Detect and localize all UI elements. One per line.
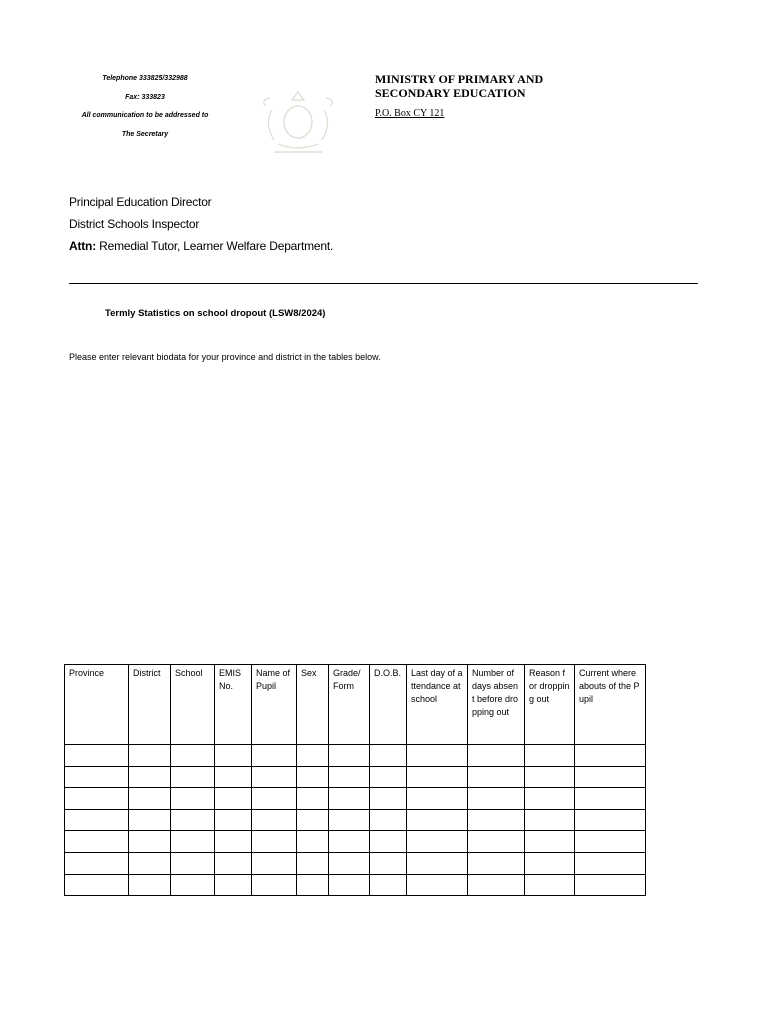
table-row: [65, 788, 646, 810]
contact-telephone: Telephone 333825/332988: [102, 75, 188, 82]
table-cell[interactable]: [407, 766, 468, 788]
table-cell[interactable]: [215, 809, 252, 831]
table-cell[interactable]: [370, 809, 407, 831]
po-box: P.O. Box CY 121: [375, 108, 445, 119]
table-cell[interactable]: [215, 874, 252, 896]
table-cell[interactable]: [129, 788, 171, 810]
table-cell[interactable]: [575, 766, 646, 788]
contact-block: [74, 70, 216, 144]
table-cell[interactable]: [407, 831, 468, 853]
table-cell[interactable]: [407, 852, 468, 874]
table-cell[interactable]: [252, 809, 297, 831]
table-cell[interactable]: [329, 766, 370, 788]
header-province: Province: [65, 665, 129, 745]
table-cell[interactable]: [297, 745, 329, 767]
table-cell[interactable]: [329, 788, 370, 810]
ministry-title: [375, 72, 543, 100]
header-grade: Grade/ Form: [329, 665, 370, 745]
table-cell[interactable]: [129, 852, 171, 874]
header-whereabouts: Current whereabouts of the Pupil: [575, 665, 646, 745]
table-row: [65, 852, 646, 874]
table-cell[interactable]: [215, 788, 252, 810]
table-cell[interactable]: [252, 766, 297, 788]
table-cell[interactable]: [171, 766, 215, 788]
table-cell[interactable]: [370, 852, 407, 874]
contact-fax: Fax: 333823: [125, 93, 165, 101]
table-cell[interactable]: [575, 874, 646, 896]
subject-heading: Termly Statistics on school dropout (LSW8/2024): [105, 308, 326, 319]
header-name: Name of Pupil: [252, 665, 297, 745]
table-cell[interactable]: [129, 809, 171, 831]
table-cell[interactable]: [468, 831, 525, 853]
table-cell[interactable]: [252, 745, 297, 767]
table-cell[interactable]: [129, 745, 171, 767]
table-cell[interactable]: [171, 852, 215, 874]
table-cell[interactable]: [575, 745, 646, 767]
header-reason: Reason for dropping out: [525, 665, 575, 745]
table-row: [65, 831, 646, 853]
coat-of-arms-icon: [252, 88, 344, 162]
table-cell[interactable]: [329, 831, 370, 853]
table-cell[interactable]: [370, 874, 407, 896]
table-cell[interactable]: [370, 831, 407, 853]
table-cell[interactable]: [407, 745, 468, 767]
attention-text: Remedial Tutor, Learner Welfare Department.: [96, 239, 334, 253]
table-row: [65, 809, 646, 831]
table-cell[interactable]: [468, 874, 525, 896]
addressee-inspector: District Schools Inspector: [69, 217, 200, 231]
table-cell[interactable]: [252, 874, 297, 896]
table-cell[interactable]: [525, 788, 575, 810]
addressee-director: Principal Education Director: [69, 195, 212, 209]
table-cell[interactable]: [215, 766, 252, 788]
table-cell[interactable]: [129, 874, 171, 896]
table-cell[interactable]: [297, 766, 329, 788]
table-cell[interactable]: [329, 852, 370, 874]
table-cell[interactable]: [65, 874, 129, 896]
dropout-table: [64, 664, 646, 896]
header-sex: Sex: [297, 665, 329, 745]
table-cell[interactable]: [525, 852, 575, 874]
table-cell[interactable]: [329, 874, 370, 896]
table-cell[interactable]: [468, 788, 525, 810]
table-cell[interactable]: [65, 788, 129, 810]
table-cell[interactable]: [575, 831, 646, 853]
table-cell[interactable]: [171, 831, 215, 853]
table-cell[interactable]: [468, 852, 525, 874]
table-cell[interactable]: [252, 852, 297, 874]
table-cell[interactable]: [252, 831, 297, 853]
header-dob: D.O.B.: [370, 665, 407, 745]
table-cell[interactable]: [252, 788, 297, 810]
header-district: District: [129, 665, 171, 745]
table-cell[interactable]: [525, 766, 575, 788]
table-cell[interactable]: [407, 874, 468, 896]
table-row: [65, 766, 646, 788]
contact-secretary: The Secretary: [121, 130, 169, 138]
table-cell[interactable]: [525, 809, 575, 831]
divider-line: [69, 283, 698, 284]
table-cell[interactable]: [297, 874, 329, 896]
table-cell[interactable]: [407, 809, 468, 831]
table-body: [65, 745, 646, 896]
table-row: [65, 745, 646, 767]
table-cell[interactable]: [370, 766, 407, 788]
table-cell[interactable]: [65, 766, 129, 788]
header-emis: EMIS No.: [215, 665, 252, 745]
header-school: School: [171, 665, 215, 745]
table-cell[interactable]: [65, 745, 129, 767]
table-cell[interactable]: [215, 831, 252, 853]
table-row: [65, 874, 646, 896]
table-cell[interactable]: [575, 852, 646, 874]
table-cell[interactable]: [525, 874, 575, 896]
table-cell[interactable]: [468, 809, 525, 831]
table-cell[interactable]: [329, 745, 370, 767]
table-cell[interactable]: [297, 831, 329, 853]
table-header-row: [65, 665, 646, 745]
table-cell[interactable]: [297, 852, 329, 874]
table-cell[interactable]: [370, 745, 407, 767]
table-cell[interactable]: [407, 788, 468, 810]
table-cell[interactable]: [468, 745, 525, 767]
table-cell[interactable]: [171, 809, 215, 831]
instruction-text: Please enter relevant biodata for your province and district in the tables below.: [69, 352, 381, 362]
table-cell[interactable]: [329, 809, 370, 831]
table-cell[interactable]: [171, 745, 215, 767]
table-cell[interactable]: [575, 809, 646, 831]
table-cell[interactable]: [65, 809, 129, 831]
ministry-title-line2: SECONDARY EDUCATION: [375, 86, 526, 100]
table-cell[interactable]: [468, 766, 525, 788]
attention-line: [69, 239, 333, 253]
table-cell[interactable]: [129, 831, 171, 853]
table-cell[interactable]: [171, 788, 215, 810]
table-cell[interactable]: [215, 745, 252, 767]
attention-label: Attn:: [69, 239, 96, 253]
header-days-absent: Number of days absent before dropping out: [468, 665, 525, 745]
table-cell[interactable]: [525, 745, 575, 767]
table-cell[interactable]: [65, 852, 129, 874]
header-last-day: Last day of attendance at school: [407, 665, 468, 745]
table-cell[interactable]: [370, 788, 407, 810]
table-cell[interactable]: [65, 831, 129, 853]
table-cell[interactable]: [297, 809, 329, 831]
table-cell[interactable]: [525, 831, 575, 853]
table-cell[interactable]: [297, 788, 329, 810]
table-cell[interactable]: [129, 766, 171, 788]
contact-note: All communication to be addressed to: [81, 112, 209, 119]
table-cell[interactable]: [575, 788, 646, 810]
ministry-title-line1: MINISTRY OF PRIMARY AND: [375, 72, 544, 86]
table-cell[interactable]: [171, 874, 215, 896]
table-cell[interactable]: [215, 852, 252, 874]
